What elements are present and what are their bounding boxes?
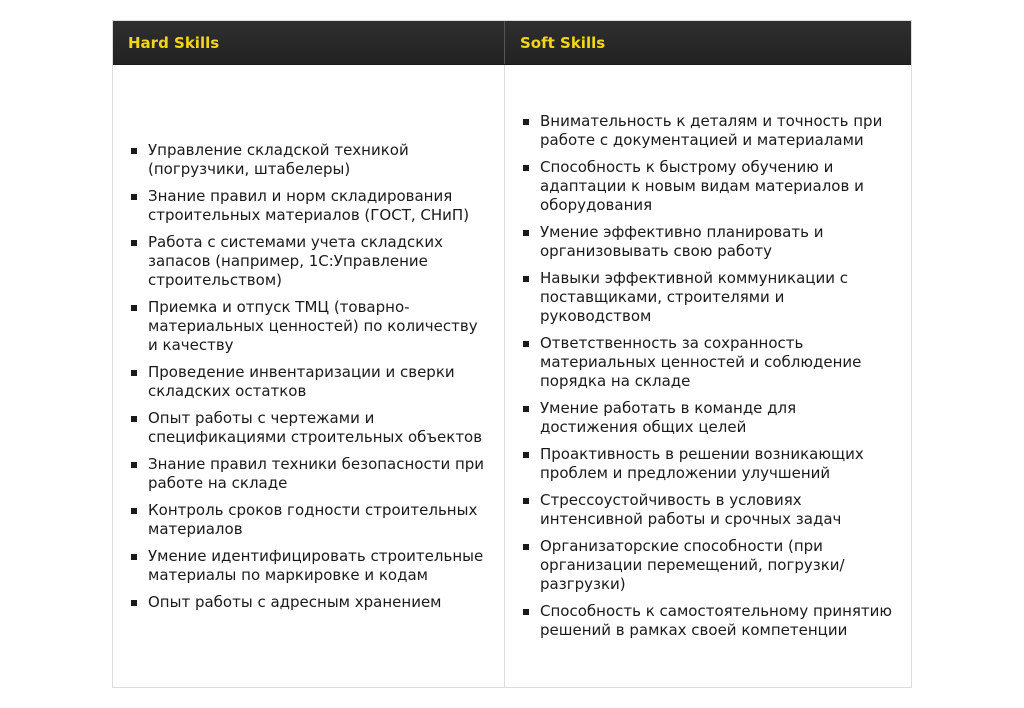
list-item: Организаторские способности (при организации перемещений, погрузки/разгрузки) bbox=[505, 537, 911, 594]
list-item: Умение идентифицировать строительные материалы по маркировке и кодам bbox=[113, 547, 504, 585]
list-item: Опыт работы с адресным хранением bbox=[113, 593, 504, 612]
hard-skills-list bbox=[113, 141, 504, 612]
table-body-row bbox=[113, 65, 911, 687]
soft-skills-header: Soft Skills bbox=[520, 33, 606, 52]
list-item: Проведение инвентаризации и сверки складских остатков bbox=[113, 363, 504, 401]
skills-table bbox=[112, 20, 912, 688]
soft-skills-cell bbox=[505, 65, 911, 687]
table-header-row bbox=[113, 21, 911, 65]
list-item: Проактивность в решении возникающих проблем и предложении улучшений bbox=[505, 445, 911, 483]
list-item: Способность к самостоятельному принятию решений в рамках своей компетенции bbox=[505, 602, 911, 640]
list-item: Внимательность к деталям и точность при работе с документацией и материалами bbox=[505, 112, 911, 150]
list-item: Работа с системами учета складских запасов (например, 1С:Управление строительством) bbox=[113, 233, 504, 290]
soft-skills-list bbox=[505, 112, 911, 640]
list-item: Знание правил техники безопасности при работе на складе bbox=[113, 455, 504, 493]
list-item: Управление складской техникой (погрузчики, штабелеры) bbox=[113, 141, 504, 179]
list-item: Знание правил и норм складирования строительных материалов (ГОСТ, СНиП) bbox=[113, 187, 504, 225]
hard-skills-header: Hard Skills bbox=[113, 21, 505, 64]
list-item: Навыки эффективной коммуникации с поставщиками, строителями и руководством bbox=[505, 269, 911, 326]
list-item: Контроль сроков годности строительных материалов bbox=[113, 501, 504, 539]
hard-skills-cell bbox=[113, 65, 505, 687]
list-item: Стрессоустойчивость в условиях интенсивной работы и срочных задач bbox=[505, 491, 911, 529]
list-item: Умение эффективно планировать и организовывать свою работу bbox=[505, 223, 911, 261]
list-item: Приемка и отпуск ТМЦ (товарно-материальных ценностей) по количеству и качеству bbox=[113, 298, 504, 355]
list-item: Ответственность за сохранность материальных ценностей и соблюдение порядка на складе bbox=[505, 334, 911, 391]
list-item: Опыт работы с чертежами и спецификациями строительных объектов bbox=[113, 409, 504, 447]
list-item: Умение работать в команде для достижения общих целей bbox=[505, 399, 911, 437]
list-item: Способность к быстрому обучению и адаптации к новым видам материалов и оборудования bbox=[505, 158, 911, 215]
